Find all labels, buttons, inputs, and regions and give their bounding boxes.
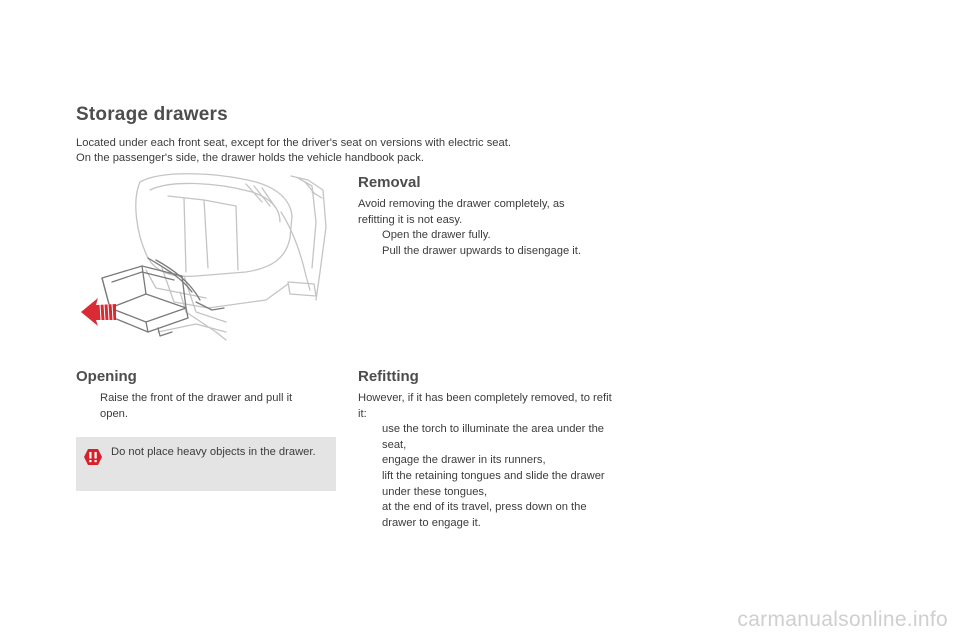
removal-heading: Removal: [358, 174, 421, 191]
intro-text: [76, 136, 511, 166]
intro-line: Located under each front seat, except for the driver's seat on versions with electric seat.: [76, 137, 511, 149]
watermark: carmanualsonline.info: [737, 608, 948, 631]
opening-section: [76, 391, 322, 422]
refitting-heading: Refitting: [358, 368, 419, 385]
list-item: lift the retaining tongues and slide the drawer under these tongues,: [382, 469, 605, 498]
list-item: at the end of its travel, press down on the drawer to engage it.: [382, 501, 587, 529]
refitting-text: However, if it has been completely removed, to refit it:: [358, 392, 612, 420]
warning-icon: [84, 449, 102, 465]
removal-section: [358, 197, 598, 259]
intro-line: On the passenger's side, the drawer holds the vehicle handbook pack.: [76, 152, 424, 164]
page-title: Storage drawers: [76, 104, 228, 125]
seat-drawer-drawing: [76, 172, 338, 344]
list-item: engage the drawer in its runners,: [382, 454, 546, 467]
list-item: Open the drawer fully.: [382, 229, 491, 242]
removal-text: Avoid removing the drawer completely, as refitting it is not easy.: [358, 198, 565, 226]
warning-text: Do not place heavy objects in the drawer.: [111, 446, 316, 458]
opening-heading: Opening: [76, 368, 137, 385]
seat-drawer-illustration: [76, 172, 338, 344]
refitting-section: [358, 391, 616, 531]
list-item: use the torch to illuminate the area under the seat,: [382, 423, 605, 451]
warning-box: [76, 437, 336, 491]
list-item: Pull the drawer upwards to disengage it.: [382, 244, 582, 257]
list-item: Raise the front of the drawer and pull it open.: [100, 392, 293, 420]
